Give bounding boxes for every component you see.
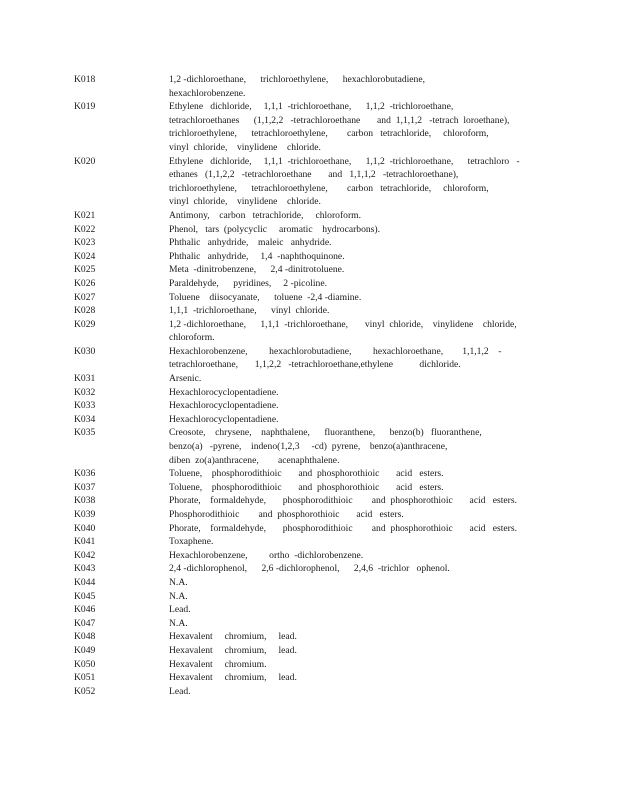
constituents-line: Hexavalent chromium, lead. xyxy=(169,672,297,684)
constituents-line: Ethylene dichloride, 1,1,1 -trichloroethane, 1,1,2 -trichloroethane, xyxy=(169,101,454,113)
constituents-line: Phthalic anhydride, 1,4 -naphthoquinone. xyxy=(169,250,345,262)
waste-code: K042 xyxy=(74,549,96,561)
hazardous-constituents xyxy=(169,494,554,508)
table-row xyxy=(74,372,554,386)
table-row xyxy=(74,263,554,277)
waste-code: K039 xyxy=(74,509,96,520)
waste-code: K028 xyxy=(74,305,96,317)
hazardous-constituents xyxy=(169,685,554,699)
constituents-line: N.A. xyxy=(169,617,188,629)
hazardous-constituents xyxy=(169,345,554,372)
table-row xyxy=(74,399,554,413)
waste-code: K033 xyxy=(74,400,96,412)
table-row xyxy=(74,100,554,154)
table-row xyxy=(74,209,554,223)
waste-code: K051 xyxy=(74,672,96,684)
constituents-line: 1,2 -dichloroethane, 1,1,1 -trichloroethane, vinyl chloride, vinylidene chloride, xyxy=(169,318,517,330)
table-row xyxy=(74,291,554,305)
constituents-line: Hexavalent chromium. xyxy=(169,658,267,670)
table-row xyxy=(74,481,554,495)
waste-code: K024 xyxy=(74,250,96,262)
constituents-line: 1,2 -dichloroethane, trichloroethylene, hexachlorobutadiene, xyxy=(169,74,426,85)
constituents-line: Lead. xyxy=(169,604,191,616)
constituents-line: Toluene, phosphorodithioic and phosphorothioic acid esters. xyxy=(169,481,444,493)
waste-code: K032 xyxy=(74,386,96,398)
waste-code: K046 xyxy=(74,604,96,616)
hazardous-constituents xyxy=(169,155,554,209)
waste-code: K019 xyxy=(74,101,96,113)
hazardous-constituents xyxy=(169,413,554,427)
hazardous-constituents xyxy=(169,263,554,277)
table-row xyxy=(74,236,554,250)
hazardous-constituents xyxy=(169,386,554,400)
waste-code: K048 xyxy=(74,631,96,643)
waste-code-table xyxy=(74,73,554,698)
waste-code: K052 xyxy=(74,685,96,697)
constituents-line: Hexachlorobenzene, hexachlorobutadiene, hexachloroethane, 1,1,1,2 - xyxy=(169,345,502,357)
hazardous-constituents xyxy=(169,481,554,495)
waste-code: K049 xyxy=(74,644,96,656)
table-row xyxy=(74,318,554,345)
waste-code: K035 xyxy=(74,427,96,439)
waste-code: K041 xyxy=(74,536,96,548)
constituents-line: Toluene, phosphorodithioic and phosphorothioic acid esters. xyxy=(169,468,444,480)
waste-code: K026 xyxy=(74,277,96,289)
constituents-line: hexachlorobenzene. xyxy=(169,87,246,99)
table-row xyxy=(74,345,554,372)
hazardous-constituents xyxy=(169,399,554,413)
hazardous-constituents xyxy=(169,644,554,658)
hazardous-constituents xyxy=(169,236,554,250)
constituents-line: benzo(a) -pyrene, indeno(1,2,3 -cd) pyrene, benzo(a)anthracene, xyxy=(169,441,448,453)
hazardous-constituents xyxy=(169,223,554,237)
constituents-line: Hexachlorocyclopentadiene. xyxy=(169,386,279,398)
hazardous-constituents xyxy=(169,671,554,685)
constituents-line: Hexachlorocyclopentadiene. xyxy=(169,413,279,425)
constituents-line: vinyl chloride, vinylidene chloride. xyxy=(169,196,321,208)
waste-code: K022 xyxy=(74,223,96,235)
table-row xyxy=(74,535,554,549)
constituents-line: Hexavalent chromium, lead. xyxy=(169,631,297,643)
table-row xyxy=(74,685,554,699)
table-row xyxy=(74,73,554,100)
constituents-line: 1,1,1 -trichloroethane, vinyl chloride. xyxy=(169,305,330,317)
constituents-line: Phenol, tars (polycyclic aromatic hydrocarbons). xyxy=(169,223,381,235)
table-row xyxy=(74,223,554,237)
constituents-line: N.A. xyxy=(169,590,188,602)
constituents-line: Hexachlorobenzene, ortho -dichlorobenzene. xyxy=(169,549,364,561)
waste-code: K038 xyxy=(74,495,96,507)
constituents-line: tetrachloroethane, 1,1,2,2 -tetrachloroethane,ethylene dichloride. xyxy=(169,359,461,371)
constituents-line: Phorate, formaldehyde, phosphorodithioic and phosphorothioic acid esters. xyxy=(169,522,517,534)
hazardous-constituents xyxy=(169,250,554,264)
hazardous-constituents xyxy=(169,467,554,481)
hazardous-constituents xyxy=(169,522,554,536)
table-row xyxy=(74,386,554,400)
table-row xyxy=(74,617,554,631)
hazardous-constituents xyxy=(169,508,554,522)
hazardous-constituents xyxy=(169,73,554,100)
table-row xyxy=(74,508,554,522)
constituents-line: ethanes (1,1,2,2 -tetrachloroethane and 1,1,1,2 -tetrachloroethane), xyxy=(169,169,459,181)
constituents-line: Antimony, carbon tetrachloride, chloroform. xyxy=(169,209,361,221)
constituents-line: diben zo(a)anthracene, acenaphthalene. xyxy=(169,454,340,466)
table-row xyxy=(74,426,554,467)
hazardous-constituents xyxy=(169,630,554,644)
hazardous-constituents xyxy=(169,100,554,154)
constituents-line: chloroform. xyxy=(169,332,215,344)
hazardous-constituents xyxy=(169,209,554,223)
constituents-line: vinyl chloride, vinylidene chloride. xyxy=(169,141,321,153)
constituents-line: tetrachloroethanes (1,1,2,2 -tetrachloroethane and 1,1,1,2 -tetrach loroethane), xyxy=(169,114,510,126)
waste-code: K021 xyxy=(74,209,96,221)
constituents-line: Lead. xyxy=(169,685,191,697)
waste-code: K040 xyxy=(74,522,96,534)
table-row xyxy=(74,304,554,318)
constituents-line: Creosote, chrysene, naphthalene, fluoranthene, benzo(b) fluoranthene, xyxy=(169,427,482,439)
constituents-line: Hexachlorocyclopentadiene. xyxy=(169,400,279,412)
constituents-line: Paraldehyde, pyridines, 2 -picoline. xyxy=(169,277,327,289)
waste-code: K018 xyxy=(74,74,96,85)
hazardous-constituents xyxy=(169,590,554,604)
waste-code: K020 xyxy=(74,155,96,167)
hazardous-constituents xyxy=(169,549,554,563)
waste-code: K034 xyxy=(74,413,96,425)
table-row xyxy=(74,658,554,672)
table-row xyxy=(74,155,554,209)
hazardous-constituents xyxy=(169,562,554,576)
waste-code: K031 xyxy=(74,373,96,385)
hazardous-constituents xyxy=(169,658,554,672)
table-row xyxy=(74,630,554,644)
hazardous-constituents xyxy=(169,617,554,631)
table-row xyxy=(74,590,554,604)
waste-code: K025 xyxy=(74,264,96,276)
waste-code: K045 xyxy=(74,590,96,602)
waste-code: K047 xyxy=(74,617,96,629)
constituents-line: trichloroethylene, tetrachloroethylene, carbon tetrachloride, chloroform, xyxy=(169,182,489,194)
constituents-line: trichloroethylene, tetrachloroethylene, carbon tetrachloride, chloroform, xyxy=(169,128,489,140)
constituents-line: Hexavalent chromium, lead. xyxy=(169,644,297,656)
table-row xyxy=(74,562,554,576)
table-row xyxy=(74,644,554,658)
constituents-line: N.A. xyxy=(169,576,188,588)
waste-code: K023 xyxy=(74,237,96,249)
constituents-line: Phosphorodithioic and phosphorothioic acid esters. xyxy=(169,509,404,520)
waste-code: K043 xyxy=(74,563,96,575)
constituents-line: 2,4 -dichlorophenol, 2,6 -dichlorophenol, 2,4,6 -trichlor ophenol. xyxy=(169,563,450,575)
constituents-line: Phorate, formaldehyde, phosphorodithioic and phosphorothioic acid esters. xyxy=(169,495,517,507)
constituents-line: Arsenic. xyxy=(169,373,202,385)
constituents-line: Meta -dinitrobenzene, 2,4 -dinitrotoluene. xyxy=(169,264,345,276)
table-row xyxy=(74,250,554,264)
constituents-line: Toluene diisocyanate, toluene -2,4 -diamine. xyxy=(169,291,362,303)
hazardous-constituents xyxy=(169,318,554,345)
hazardous-constituents xyxy=(169,304,554,318)
table-row xyxy=(74,603,554,617)
table-row xyxy=(74,671,554,685)
hazardous-constituents xyxy=(169,426,554,467)
constituents-line: Ethylene dichloride, 1,1,1 -trichloroethane, 1,1,2 -trichloroethane, tetrachloro - xyxy=(169,155,520,167)
table-row xyxy=(74,549,554,563)
table-row xyxy=(74,576,554,590)
table-row xyxy=(74,522,554,536)
waste-code: K037 xyxy=(74,481,96,493)
table-row xyxy=(74,277,554,291)
hazardous-constituents xyxy=(169,277,554,291)
hazardous-constituents xyxy=(169,603,554,617)
table-row xyxy=(74,467,554,481)
table-row xyxy=(74,494,554,508)
waste-code: K036 xyxy=(74,468,96,480)
waste-code: K029 xyxy=(74,318,96,330)
hazardous-constituents xyxy=(169,535,554,549)
hazardous-constituents xyxy=(169,291,554,305)
hazardous-constituents xyxy=(169,372,554,386)
waste-code: K044 xyxy=(74,576,96,588)
waste-code: K050 xyxy=(74,658,96,670)
waste-code: K030 xyxy=(74,345,96,357)
constituents-line: Phthalic anhydride, maleic anhydride. xyxy=(169,237,332,249)
table-row xyxy=(74,413,554,427)
constituents-line: Toxaphene. xyxy=(169,536,214,548)
hazardous-constituents xyxy=(169,576,554,590)
waste-code: K027 xyxy=(74,291,96,303)
